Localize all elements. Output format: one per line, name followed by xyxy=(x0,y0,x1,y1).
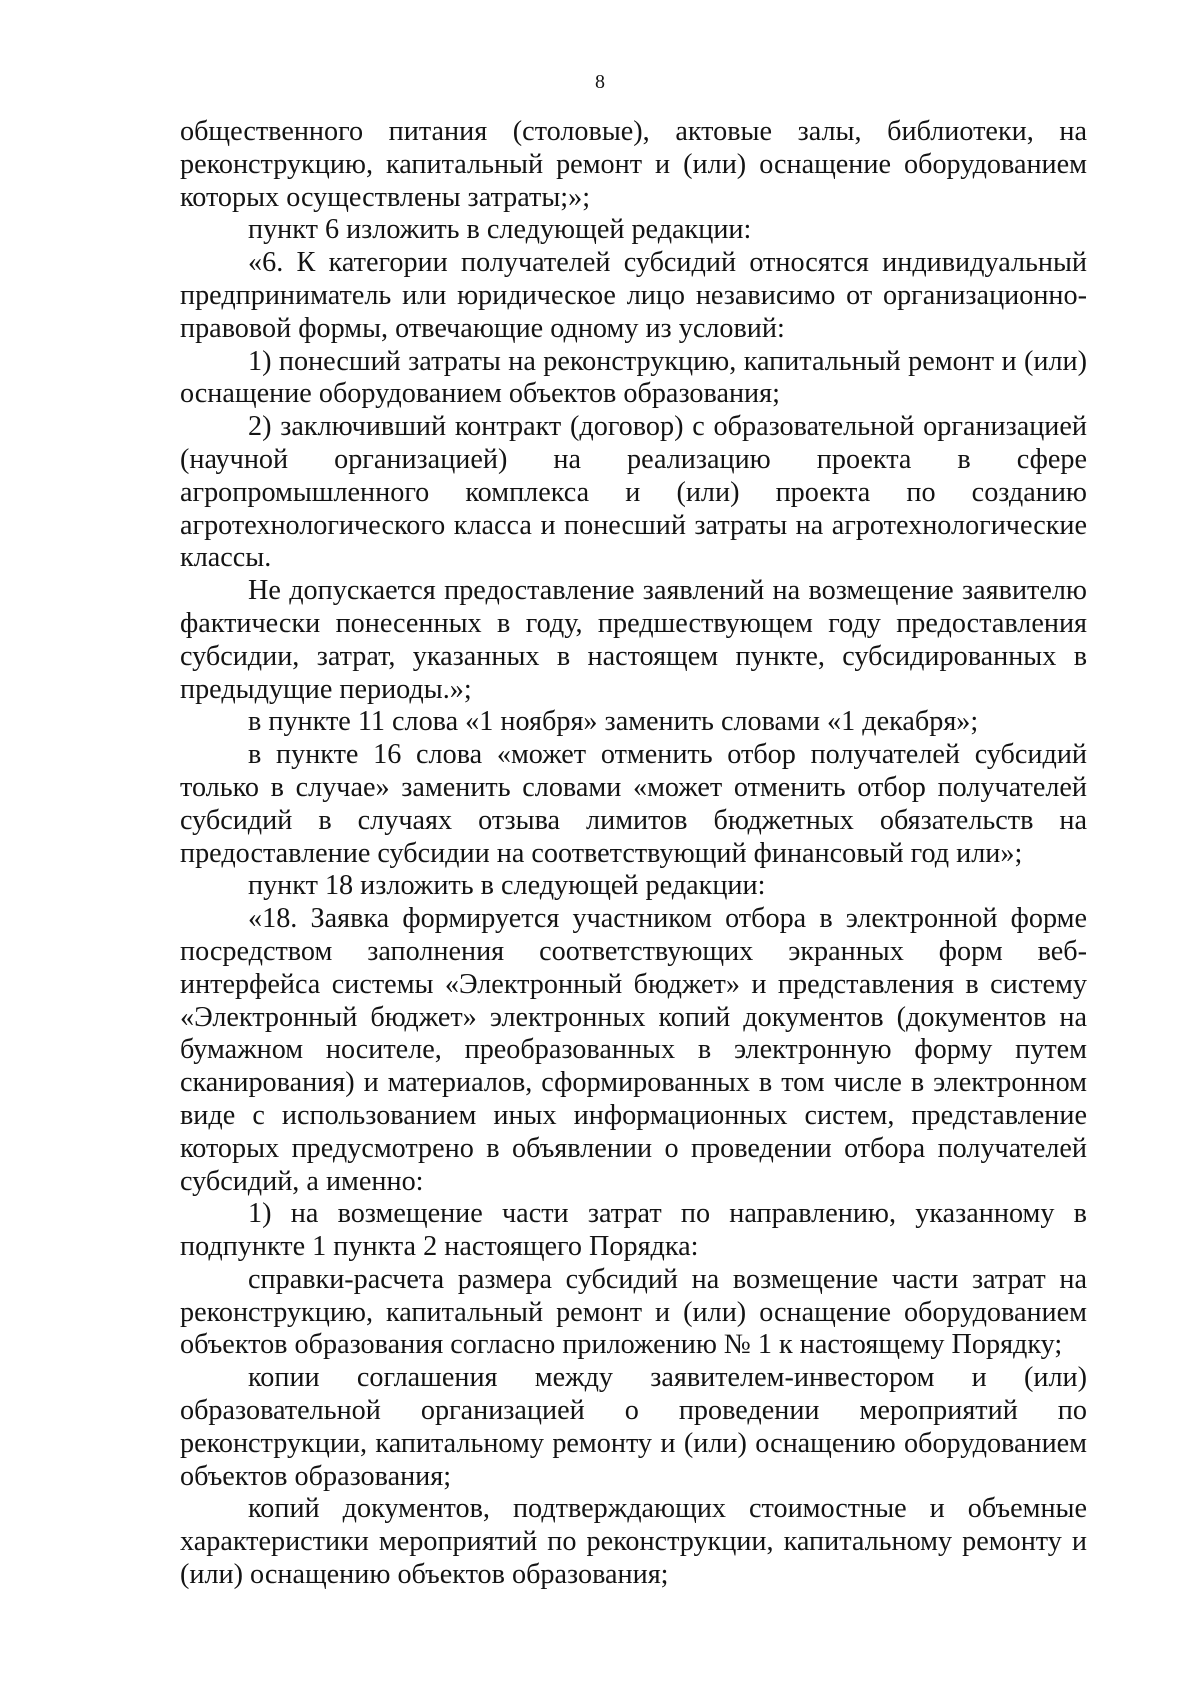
paragraph: 1) на возмещение части затрат по направлению, указанному в подпункте 1 пункта 2 настоящего Порядка: xyxy=(180,1198,1087,1263)
paragraph: общественного питания (столовые), актовые залы, библиотеки, на реконструкцию, капитальный ремонт и (или) оснащение оборудованием которых осуществлены затраты;»; xyxy=(180,116,1087,213)
paragraph: копии соглашения между заявителем-инвестором и (или) образовательной организацией о проведении мероприятий по реконструкции, капитальному ремонту и (или) оснащению оборудованием объектов образования; xyxy=(180,1362,1087,1492)
paragraph: в пункте 16 слова «может отменить отбор получателей субсидий только в случае» заменить словами «может отменить отбор получателей субсидий в случаях отзыва лимитов бюджетных обязательств на предоставление субсидии на соответствующий финансовый год или»; xyxy=(180,739,1087,869)
paragraph: Не допускается предоставление заявлений на возмещение заявителю фактически понесенных в году, предшествующем году предоставления субсидии, затрат, указанных в настоящем пункте, субсидированных в предыдущие периоды.»; xyxy=(180,575,1087,705)
document-body xyxy=(180,116,1087,1592)
paragraph: пункт 6 изложить в следующей редакции: xyxy=(248,214,752,246)
page-number: 8 xyxy=(595,71,605,93)
paragraph: пункт 18 изложить в следующей редакции: xyxy=(248,870,766,902)
paragraph: «18. Заявка формируется участником отбора в электронной форме посредством заполнения соответствующих экранных форм веб-интерфейса системы «Электронный бюджет» и представления в систему «Электронный бюджет» электронных копий документов (документов на бумажном носителе, преобразованных в электронную форму путем сканирования) и материалов, сформированных в том числе в электронном виде с использованием иных информационных систем, представление которых предусмотрено в объявлении о проведении отбора получателей субсидий, а именно: xyxy=(180,903,1087,1197)
paragraph: 1) понесший затраты на реконструкцию, капитальный ремонт и (или) оснащение оборудованием объектов образования; xyxy=(180,345,1087,410)
paragraph: в пункте 11 слова «1 ноября» заменить словами «1 декабря»; xyxy=(248,706,979,738)
paragraph: «6. К категории получателей субсидий относятся индивидуальный предприниматель или юридическое лицо независимо от организационно-правовой формы, отвечающие одному из условий: xyxy=(180,247,1087,344)
paragraph: справки-расчета размера субсидий на возмещение части затрат на реконструкцию, капитальный ремонт и (или) оснащение оборудованием объектов образования согласно приложению № 1 к настоящему Порядку; xyxy=(180,1263,1087,1361)
paragraph: 2) заключивший контракт (договор) с образовательной организацией (научной организацией) на реализацию проекта в сфере агропромышленного комплекса и (или) проекта по созданию агротехнологического класса и понесший затраты на агротехнологические классы. xyxy=(180,411,1087,574)
paragraph: копий документов, подтверждающих стоимостные и объемные характеристики мероприятий по реконструкции, капитальному ремонту и (или) оснащению объектов образования; xyxy=(180,1493,1087,1591)
